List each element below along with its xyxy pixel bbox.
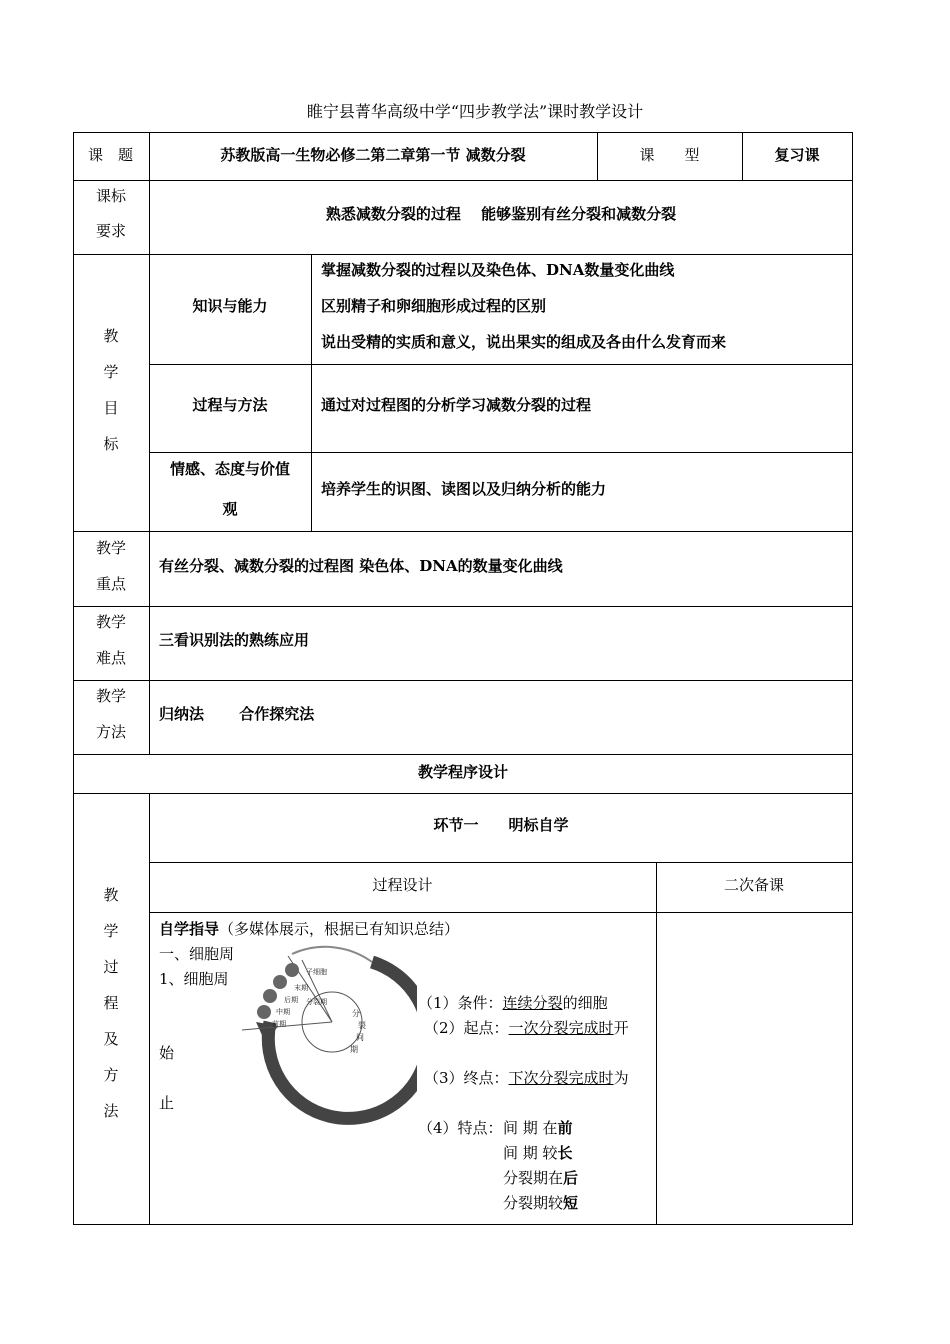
process-method-value: 通过对过程图的分析学习减数分裂的过程 — [321, 396, 592, 414]
goals-label: 教 学 目 标 — [103, 327, 119, 453]
svg-text:子细胞: 子细胞 — [306, 968, 327, 976]
svg-text:分裂期: 分裂期 — [306, 998, 327, 1006]
svg-text:间: 间 — [356, 1033, 364, 1042]
difficulty-value: 三看识别法的熟练应用 — [159, 631, 310, 649]
line-start: 始 — [159, 1044, 175, 1062]
line-end: 止 — [159, 1094, 175, 1112]
method-label-1: 教学 — [95, 687, 126, 705]
svg-text:后期: 后期 — [284, 996, 298, 1004]
knowledge-line-3: 说出受精的实质和意义，说出果实的组成及各由什么发育而来 — [321, 333, 727, 351]
knowledge-line-1: 掌握减数分裂的过程以及染色体、DNA数量变化曲线 — [321, 261, 675, 279]
svg-text:期: 期 — [350, 1045, 358, 1054]
document-title: 睢宁县菁华高级中学“四步教学法”课时教学设计 — [306, 102, 644, 121]
knowledge-label: 知识与能力 — [192, 297, 268, 315]
feature-line-1: 间 期 在前 — [503, 1119, 573, 1137]
feature-line-4: 分裂期较短 — [503, 1194, 579, 1212]
focus-label-2: 重点 — [95, 575, 126, 593]
svg-text:末期: 末期 — [294, 984, 308, 992]
topic-label: 课 题 — [88, 146, 134, 164]
method-label-2: 方法 — [95, 723, 126, 741]
svg-text:分: 分 — [352, 1009, 360, 1018]
emotion-value: 培养学生的识图、读图以及归纳分析的能力 — [321, 480, 607, 498]
svg-text:前期: 前期 — [272, 1020, 286, 1028]
knowledge-line-2: 区别精子和卵细胞形成过程的区别 — [321, 297, 547, 315]
process-label: 教 学 过 程 及 方 法 — [103, 886, 119, 1120]
difficulty-label-1: 教学 — [95, 613, 126, 631]
feature-prefix: （4）特点： — [418, 1119, 503, 1137]
feature-line-2: 间 期 较长 — [503, 1144, 573, 1162]
line-cell-cycle-def: 1、细胞周 — [159, 970, 229, 988]
interphase-label — [350, 1008, 366, 1054]
process-method-label: 过程与方法 — [192, 396, 268, 414]
method-value: 归纳法 合作探究法 — [159, 705, 315, 723]
col-second-header: 二次备课 — [723, 876, 784, 894]
type-value: 复习课 — [774, 146, 820, 164]
col-design-header: 过程设计 — [372, 876, 433, 894]
start-point-line: （2）起点：一次分裂完成时开 — [424, 1019, 629, 1037]
phase-segments — [257, 963, 327, 1028]
feature-line-3: 分裂期在后 — [503, 1169, 579, 1187]
end-point-line: （3）终点：下次分裂完成时为 — [424, 1069, 629, 1087]
topic-value: 苏教版高一生物必修二第二章第一节 减数分裂 — [220, 146, 526, 164]
standard-label-2: 要求 — [95, 222, 126, 240]
focus-label-1: 教学 — [95, 539, 126, 557]
emotion-label-2: 观 — [222, 500, 238, 518]
section-title: 环节一 明标自学 — [433, 816, 569, 834]
focus-value: 有丝分裂、减数分裂的过程图 染色体、DNA的数量变化曲线 — [159, 557, 563, 575]
standard-value: 熟悉减数分裂的过程 能够鉴别有丝分裂和减数分裂 — [325, 205, 677, 223]
cell-cycle-diagram — [232, 940, 417, 1130]
program-title: 教学程序设计 — [417, 763, 508, 781]
svg-text:中期: 中期 — [276, 1008, 290, 1016]
standard-label-1: 课标 — [95, 187, 126, 205]
line-cell-cycle-heading: 一、细胞周 — [159, 945, 235, 963]
guide-line: 自学指导（多媒体展示，根据已有知识总结） — [159, 920, 460, 938]
svg-text:裂: 裂 — [358, 1021, 366, 1030]
emotion-label-1: 情感、态度与价值 — [169, 460, 290, 478]
difficulty-label-2: 难点 — [95, 649, 126, 667]
type-label: 课 型 — [639, 146, 700, 164]
condition-line: （1）条件：连续分裂的细胞 — [418, 994, 608, 1012]
